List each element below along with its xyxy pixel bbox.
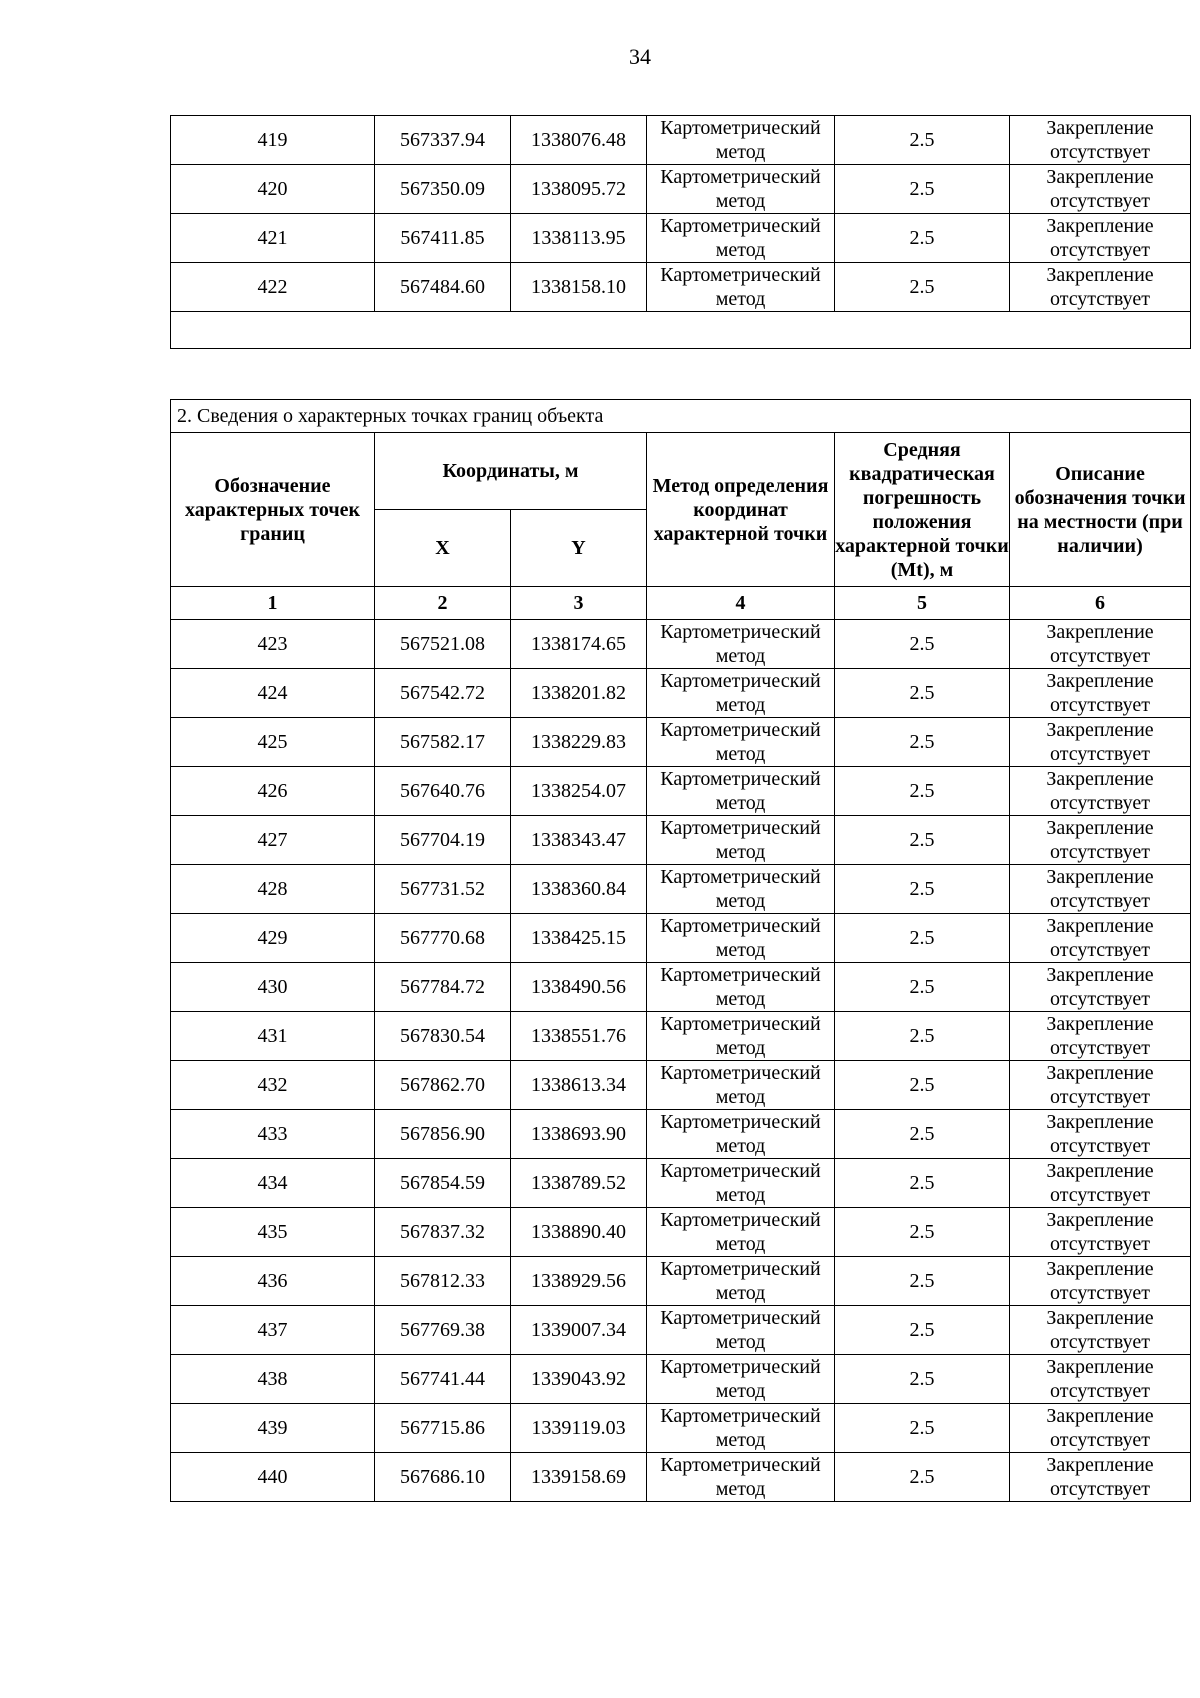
description-cell-line: отсутствует (1049, 288, 1151, 310)
x-coordinate-cell: 567337.94 (375, 116, 511, 165)
x-coordinate-cell: 567769.38 (375, 1306, 511, 1355)
table-row (171, 1404, 1191, 1453)
description-cell-line: Закрепление (1046, 1307, 1154, 1329)
method-cell-line: метод (715, 841, 766, 863)
description-cell-line: Закрепление (1046, 117, 1154, 139)
x-coordinate-cell: 567484.60 (375, 263, 511, 312)
mean-error-cell: 2.5 (835, 816, 1010, 865)
x-coordinate-cell: 567350.09 (375, 165, 511, 214)
method-cell-line: Картометрический (660, 1258, 821, 1280)
point-designation-cell: 430 (171, 963, 375, 1012)
description-cell-line: Закрепление (1046, 1258, 1154, 1280)
y-coordinate-cell: 1339158.69 (511, 1453, 647, 1502)
description-cell-line: отсутствует (1049, 1233, 1151, 1255)
x-coordinate-cell: 567830.54 (375, 1012, 511, 1061)
point-designation-cell: 436 (171, 1257, 375, 1306)
method-cell-line: Картометрический (660, 1356, 821, 1378)
method-cell-line: метод (715, 988, 766, 1010)
point-designation-cell: 429 (171, 914, 375, 963)
y-coordinate-cell: 1338360.84 (511, 865, 647, 914)
mean-error-cell: 2.5 (835, 1159, 1010, 1208)
method-cell-line: Картометрический (660, 719, 821, 741)
mean-error-cell: 2.5 (835, 767, 1010, 816)
method-cell-line: метод (715, 939, 766, 961)
description-cell (1010, 1355, 1191, 1404)
table-caption: 2. Сведения о характерных точках границ объекта (171, 400, 1191, 433)
description-cell (1010, 214, 1191, 263)
description-cell-line: отсутствует (1049, 1282, 1151, 1304)
description-cell-line: Закрепление (1046, 866, 1154, 888)
x-coordinate-cell: 567812.33 (375, 1257, 511, 1306)
header-method: Метод определения координат характерной точки (647, 433, 835, 587)
x-coordinate-cell: 567854.59 (375, 1159, 511, 1208)
point-designation-cell: 427 (171, 816, 375, 865)
mean-error-cell: 2.5 (835, 914, 1010, 963)
page-number: 34 (629, 44, 651, 69)
point-designation-cell: 426 (171, 767, 375, 816)
mean-error-cell: 2.5 (835, 165, 1010, 214)
description-cell-line: Закрепление (1046, 964, 1154, 986)
y-coordinate-cell: 1338158.10 (511, 263, 647, 312)
mean-error-cell: 2.5 (835, 963, 1010, 1012)
method-cell-line: Картометрический (660, 1111, 821, 1133)
method-cell-line: Картометрический (660, 670, 821, 692)
description-cell (1010, 1208, 1191, 1257)
description-cell (1010, 1159, 1191, 1208)
x-coordinate-cell: 567770.68 (375, 914, 511, 963)
x-coordinate-cell: 567542.72 (375, 669, 511, 718)
boundary-points-table (170, 399, 1191, 1502)
y-coordinate-cell: 1338201.82 (511, 669, 647, 718)
x-coordinate-cell: 567686.10 (375, 1453, 511, 1502)
column-number: 1 (171, 587, 375, 620)
description-cell-line: отсутствует (1049, 1184, 1151, 1206)
method-cell (647, 620, 835, 669)
description-cell (1010, 116, 1191, 165)
mean-error-cell: 2.5 (835, 214, 1010, 263)
point-designation-cell: 440 (171, 1453, 375, 1502)
table-row (171, 1159, 1191, 1208)
table-row (171, 865, 1191, 914)
table-row (171, 1306, 1191, 1355)
y-coordinate-cell: 1338490.56 (511, 963, 647, 1012)
description-cell-line: отсутствует (1049, 988, 1151, 1010)
x-coordinate-cell: 567741.44 (375, 1355, 511, 1404)
description-cell (1010, 718, 1191, 767)
method-cell-line: метод (715, 239, 766, 261)
method-cell (647, 1110, 835, 1159)
description-cell-line: отсутствует (1049, 1429, 1151, 1451)
method-cell (647, 1355, 835, 1404)
y-coordinate-cell: 1338343.47 (511, 816, 647, 865)
y-coordinate-cell: 1338890.40 (511, 1208, 647, 1257)
method-cell-line: Картометрический (660, 1160, 821, 1182)
table-row (171, 620, 1191, 669)
description-cell (1010, 165, 1191, 214)
column-number: 4 (647, 587, 835, 620)
description-cell-line: Закрепление (1046, 1356, 1154, 1378)
column-number: 5 (835, 587, 1010, 620)
point-designation-cell: 437 (171, 1306, 375, 1355)
y-coordinate-cell: 1338174.65 (511, 620, 647, 669)
point-designation-cell: 435 (171, 1208, 375, 1257)
header-y: Y (511, 510, 647, 587)
point-designation-cell: 432 (171, 1061, 375, 1110)
x-coordinate-cell: 567731.52 (375, 865, 511, 914)
description-cell-line: отсутствует (1049, 792, 1151, 814)
description-cell-line: отсутствует (1049, 1380, 1151, 1402)
y-coordinate-cell: 1339119.03 (511, 1404, 647, 1453)
y-coordinate-cell: 1338693.90 (511, 1110, 647, 1159)
table-row (171, 914, 1191, 963)
table-row (171, 1453, 1191, 1502)
description-cell-line: Закрепление (1046, 915, 1154, 937)
description-cell (1010, 1257, 1191, 1306)
mean-error-cell: 2.5 (835, 1012, 1010, 1061)
point-designation-cell: 434 (171, 1159, 375, 1208)
method-cell (647, 1453, 835, 1502)
method-cell (647, 1306, 835, 1355)
description-cell-line: отсутствует (1049, 1037, 1151, 1059)
table-row (171, 767, 1191, 816)
method-cell-line: Картометрический (660, 621, 821, 643)
x-coordinate-cell: 567521.08 (375, 620, 511, 669)
description-cell-line: Закрепление (1046, 166, 1154, 188)
description-cell-line: Закрепление (1046, 1405, 1154, 1427)
method-cell-line: метод (715, 1478, 766, 1500)
method-cell-line: метод (715, 1184, 766, 1206)
method-cell (647, 914, 835, 963)
method-cell (647, 1012, 835, 1061)
y-coordinate-cell: 1338929.56 (511, 1257, 647, 1306)
method-cell (647, 669, 835, 718)
method-cell-line: метод (715, 792, 766, 814)
description-cell (1010, 1404, 1191, 1453)
description-cell-line: Закрепление (1046, 670, 1154, 692)
table-row (171, 1061, 1191, 1110)
y-coordinate-cell: 1338229.83 (511, 718, 647, 767)
method-cell (647, 165, 835, 214)
mean-error-cell: 2.5 (835, 669, 1010, 718)
description-cell (1010, 1453, 1191, 1502)
header-point-designation: Обозначение характерных точек границ (171, 433, 375, 587)
point-designation-cell: 431 (171, 1012, 375, 1061)
x-coordinate-cell: 567582.17 (375, 718, 511, 767)
method-cell-line: метод (715, 141, 766, 163)
mean-error-cell: 2.5 (835, 1208, 1010, 1257)
mean-error-cell: 2.5 (835, 865, 1010, 914)
table-row (171, 165, 1191, 214)
method-cell-line: Картометрический (660, 964, 821, 986)
description-cell (1010, 669, 1191, 718)
mean-error-cell: 2.5 (835, 1257, 1010, 1306)
point-designation-cell: 433 (171, 1110, 375, 1159)
method-cell-line: метод (715, 1135, 766, 1157)
method-cell-line: Картометрический (660, 166, 821, 188)
y-coordinate-cell: 1338551.76 (511, 1012, 647, 1061)
method-cell (647, 1159, 835, 1208)
method-cell-line: метод (715, 1429, 766, 1451)
method-cell (647, 767, 835, 816)
method-cell (647, 718, 835, 767)
method-cell-line: метод (715, 1380, 766, 1402)
description-cell-line: Закрепление (1046, 719, 1154, 741)
method-cell-line: Картометрический (660, 1062, 821, 1084)
y-coordinate-cell: 1338254.07 (511, 767, 647, 816)
header-description: Описание обозначения точки на местности (при наличии) (1010, 433, 1191, 587)
description-cell-line: Закрепление (1046, 768, 1154, 790)
method-cell-line: метод (715, 645, 766, 667)
method-cell-line: метод (715, 1282, 766, 1304)
x-coordinate-cell: 567411.85 (375, 214, 511, 263)
description-cell-line: отсутствует (1049, 645, 1151, 667)
table-row (171, 718, 1191, 767)
description-cell (1010, 1306, 1191, 1355)
description-cell (1010, 263, 1191, 312)
method-cell (647, 1061, 835, 1110)
method-cell-line: метод (715, 190, 766, 212)
mean-error-cell: 2.5 (835, 263, 1010, 312)
header-mean-error: Средняя квадратическая погрешность положения характерной точки (Mt), м (835, 433, 1010, 587)
x-coordinate-cell: 567640.76 (375, 767, 511, 816)
description-cell-line: Закрепление (1046, 1111, 1154, 1133)
y-coordinate-cell: 1338613.34 (511, 1061, 647, 1110)
description-cell-line: отсутствует (1049, 743, 1151, 765)
description-cell-line: Закрепление (1046, 1013, 1154, 1035)
description-cell (1010, 767, 1191, 816)
x-coordinate-cell: 567862.70 (375, 1061, 511, 1110)
y-coordinate-cell: 1338789.52 (511, 1159, 647, 1208)
description-cell-line: отсутствует (1049, 694, 1151, 716)
column-number: 3 (511, 587, 647, 620)
mean-error-cell: 2.5 (835, 1404, 1010, 1453)
table-row (171, 963, 1191, 1012)
description-cell-line: отсутствует (1049, 1086, 1151, 1108)
table-row (171, 1012, 1191, 1061)
point-designation-cell: 424 (171, 669, 375, 718)
table-row (171, 263, 1191, 312)
description-cell-line: Закрепление (1046, 817, 1154, 839)
header-coordinates: Координаты, м (375, 433, 647, 510)
point-designation-cell: 422 (171, 263, 375, 312)
table-row (171, 669, 1191, 718)
description-cell (1010, 1012, 1191, 1061)
y-coordinate-cell: 1338113.95 (511, 214, 647, 263)
method-cell-line: метод (715, 1086, 766, 1108)
point-designation-cell: 438 (171, 1355, 375, 1404)
method-cell (647, 1257, 835, 1306)
mean-error-cell: 2.5 (835, 718, 1010, 767)
method-cell-line: Картометрический (660, 915, 821, 937)
description-cell-line: отсутствует (1049, 1478, 1151, 1500)
mean-error-cell: 2.5 (835, 1355, 1010, 1404)
description-cell-line: Закрепление (1046, 1160, 1154, 1182)
description-cell-line: Закрепление (1046, 1209, 1154, 1231)
x-coordinate-cell: 567837.32 (375, 1208, 511, 1257)
y-coordinate-cell: 1338425.15 (511, 914, 647, 963)
method-cell-line: метод (715, 694, 766, 716)
mean-error-cell: 2.5 (835, 1453, 1010, 1502)
point-designation-cell: 421 (171, 214, 375, 263)
x-coordinate-cell: 567856.90 (375, 1110, 511, 1159)
point-designation-cell: 425 (171, 718, 375, 767)
x-coordinate-cell: 567704.19 (375, 816, 511, 865)
table-row (171, 1355, 1191, 1404)
method-cell (647, 1208, 835, 1257)
method-cell-line: Картометрический (660, 1209, 821, 1231)
point-designation-cell: 428 (171, 865, 375, 914)
method-cell-line: метод (715, 1233, 766, 1255)
x-coordinate-cell: 567715.86 (375, 1404, 511, 1453)
point-designation-cell: 420 (171, 165, 375, 214)
method-cell-line: Картометрический (660, 117, 821, 139)
y-coordinate-cell: 1339007.34 (511, 1306, 647, 1355)
description-cell-line: отсутствует (1049, 141, 1151, 163)
method-cell-line: метод (715, 1331, 766, 1353)
table-row (171, 116, 1191, 165)
points-table-continued-body (171, 116, 1191, 349)
method-cell-line: метод (715, 1037, 766, 1059)
description-cell (1010, 914, 1191, 963)
method-cell-line: Картометрический (660, 264, 821, 286)
table-row (171, 816, 1191, 865)
y-coordinate-cell: 1339043.92 (511, 1355, 647, 1404)
header-x: X (375, 510, 511, 587)
method-cell-line: метод (715, 743, 766, 765)
method-cell-line: метод (715, 288, 766, 310)
mean-error-cell: 2.5 (835, 1061, 1010, 1110)
method-cell (647, 865, 835, 914)
boundary-points-table-body (171, 620, 1191, 1502)
description-cell-line: Закрепление (1046, 264, 1154, 286)
x-coordinate-cell: 567784.72 (375, 963, 511, 1012)
column-number: 2 (375, 587, 511, 620)
method-cell (647, 1404, 835, 1453)
description-cell-line: отсутствует (1049, 939, 1151, 961)
mean-error-cell: 2.5 (835, 1306, 1010, 1355)
mean-error-cell: 2.5 (835, 1110, 1010, 1159)
description-cell (1010, 620, 1191, 669)
method-cell-line: Картометрический (660, 817, 821, 839)
table-row (171, 1257, 1191, 1306)
method-cell-line: Картометрический (660, 1405, 821, 1427)
description-cell-line: отсутствует (1049, 1135, 1151, 1157)
description-cell (1010, 963, 1191, 1012)
description-cell-line: Закрепление (1046, 621, 1154, 643)
method-cell-line: Картометрический (660, 866, 821, 888)
description-cell (1010, 1061, 1191, 1110)
description-cell-line: Закрепление (1046, 215, 1154, 237)
empty-row (171, 312, 1191, 349)
description-cell-line: отсутствует (1049, 890, 1151, 912)
method-cell (647, 263, 835, 312)
table-row (171, 214, 1191, 263)
point-designation-cell: 423 (171, 620, 375, 669)
y-coordinate-cell: 1338076.48 (511, 116, 647, 165)
point-designation-cell: 419 (171, 116, 375, 165)
description-cell-line: Закрепление (1046, 1062, 1154, 1084)
method-cell-line: Картометрический (660, 1013, 821, 1035)
point-designation-cell: 439 (171, 1404, 375, 1453)
description-cell-line: отсутствует (1049, 239, 1151, 261)
column-number: 6 (1010, 587, 1191, 620)
description-cell-line: отсутствует (1049, 1331, 1151, 1353)
points-table-continued (170, 115, 1191, 349)
method-cell-line: Картометрический (660, 1454, 821, 1476)
description-cell-line: Закрепление (1046, 1454, 1154, 1476)
description-cell (1010, 1110, 1191, 1159)
method-cell (647, 963, 835, 1012)
table-row (171, 1110, 1191, 1159)
mean-error-cell: 2.5 (835, 620, 1010, 669)
empty-cell (171, 312, 1191, 349)
method-cell-line: Картометрический (660, 215, 821, 237)
method-cell (647, 214, 835, 263)
method-cell-line: Картометрический (660, 1307, 821, 1329)
mean-error-cell: 2.5 (835, 116, 1010, 165)
table-row (171, 1208, 1191, 1257)
y-coordinate-cell: 1338095.72 (511, 165, 647, 214)
method-cell-line: метод (715, 890, 766, 912)
description-cell-line: отсутствует (1049, 190, 1151, 212)
description-cell (1010, 816, 1191, 865)
method-cell (647, 816, 835, 865)
method-cell-line: Картометрический (660, 768, 821, 790)
description-cell-line: отсутствует (1049, 841, 1151, 863)
method-cell (647, 116, 835, 165)
description-cell (1010, 865, 1191, 914)
